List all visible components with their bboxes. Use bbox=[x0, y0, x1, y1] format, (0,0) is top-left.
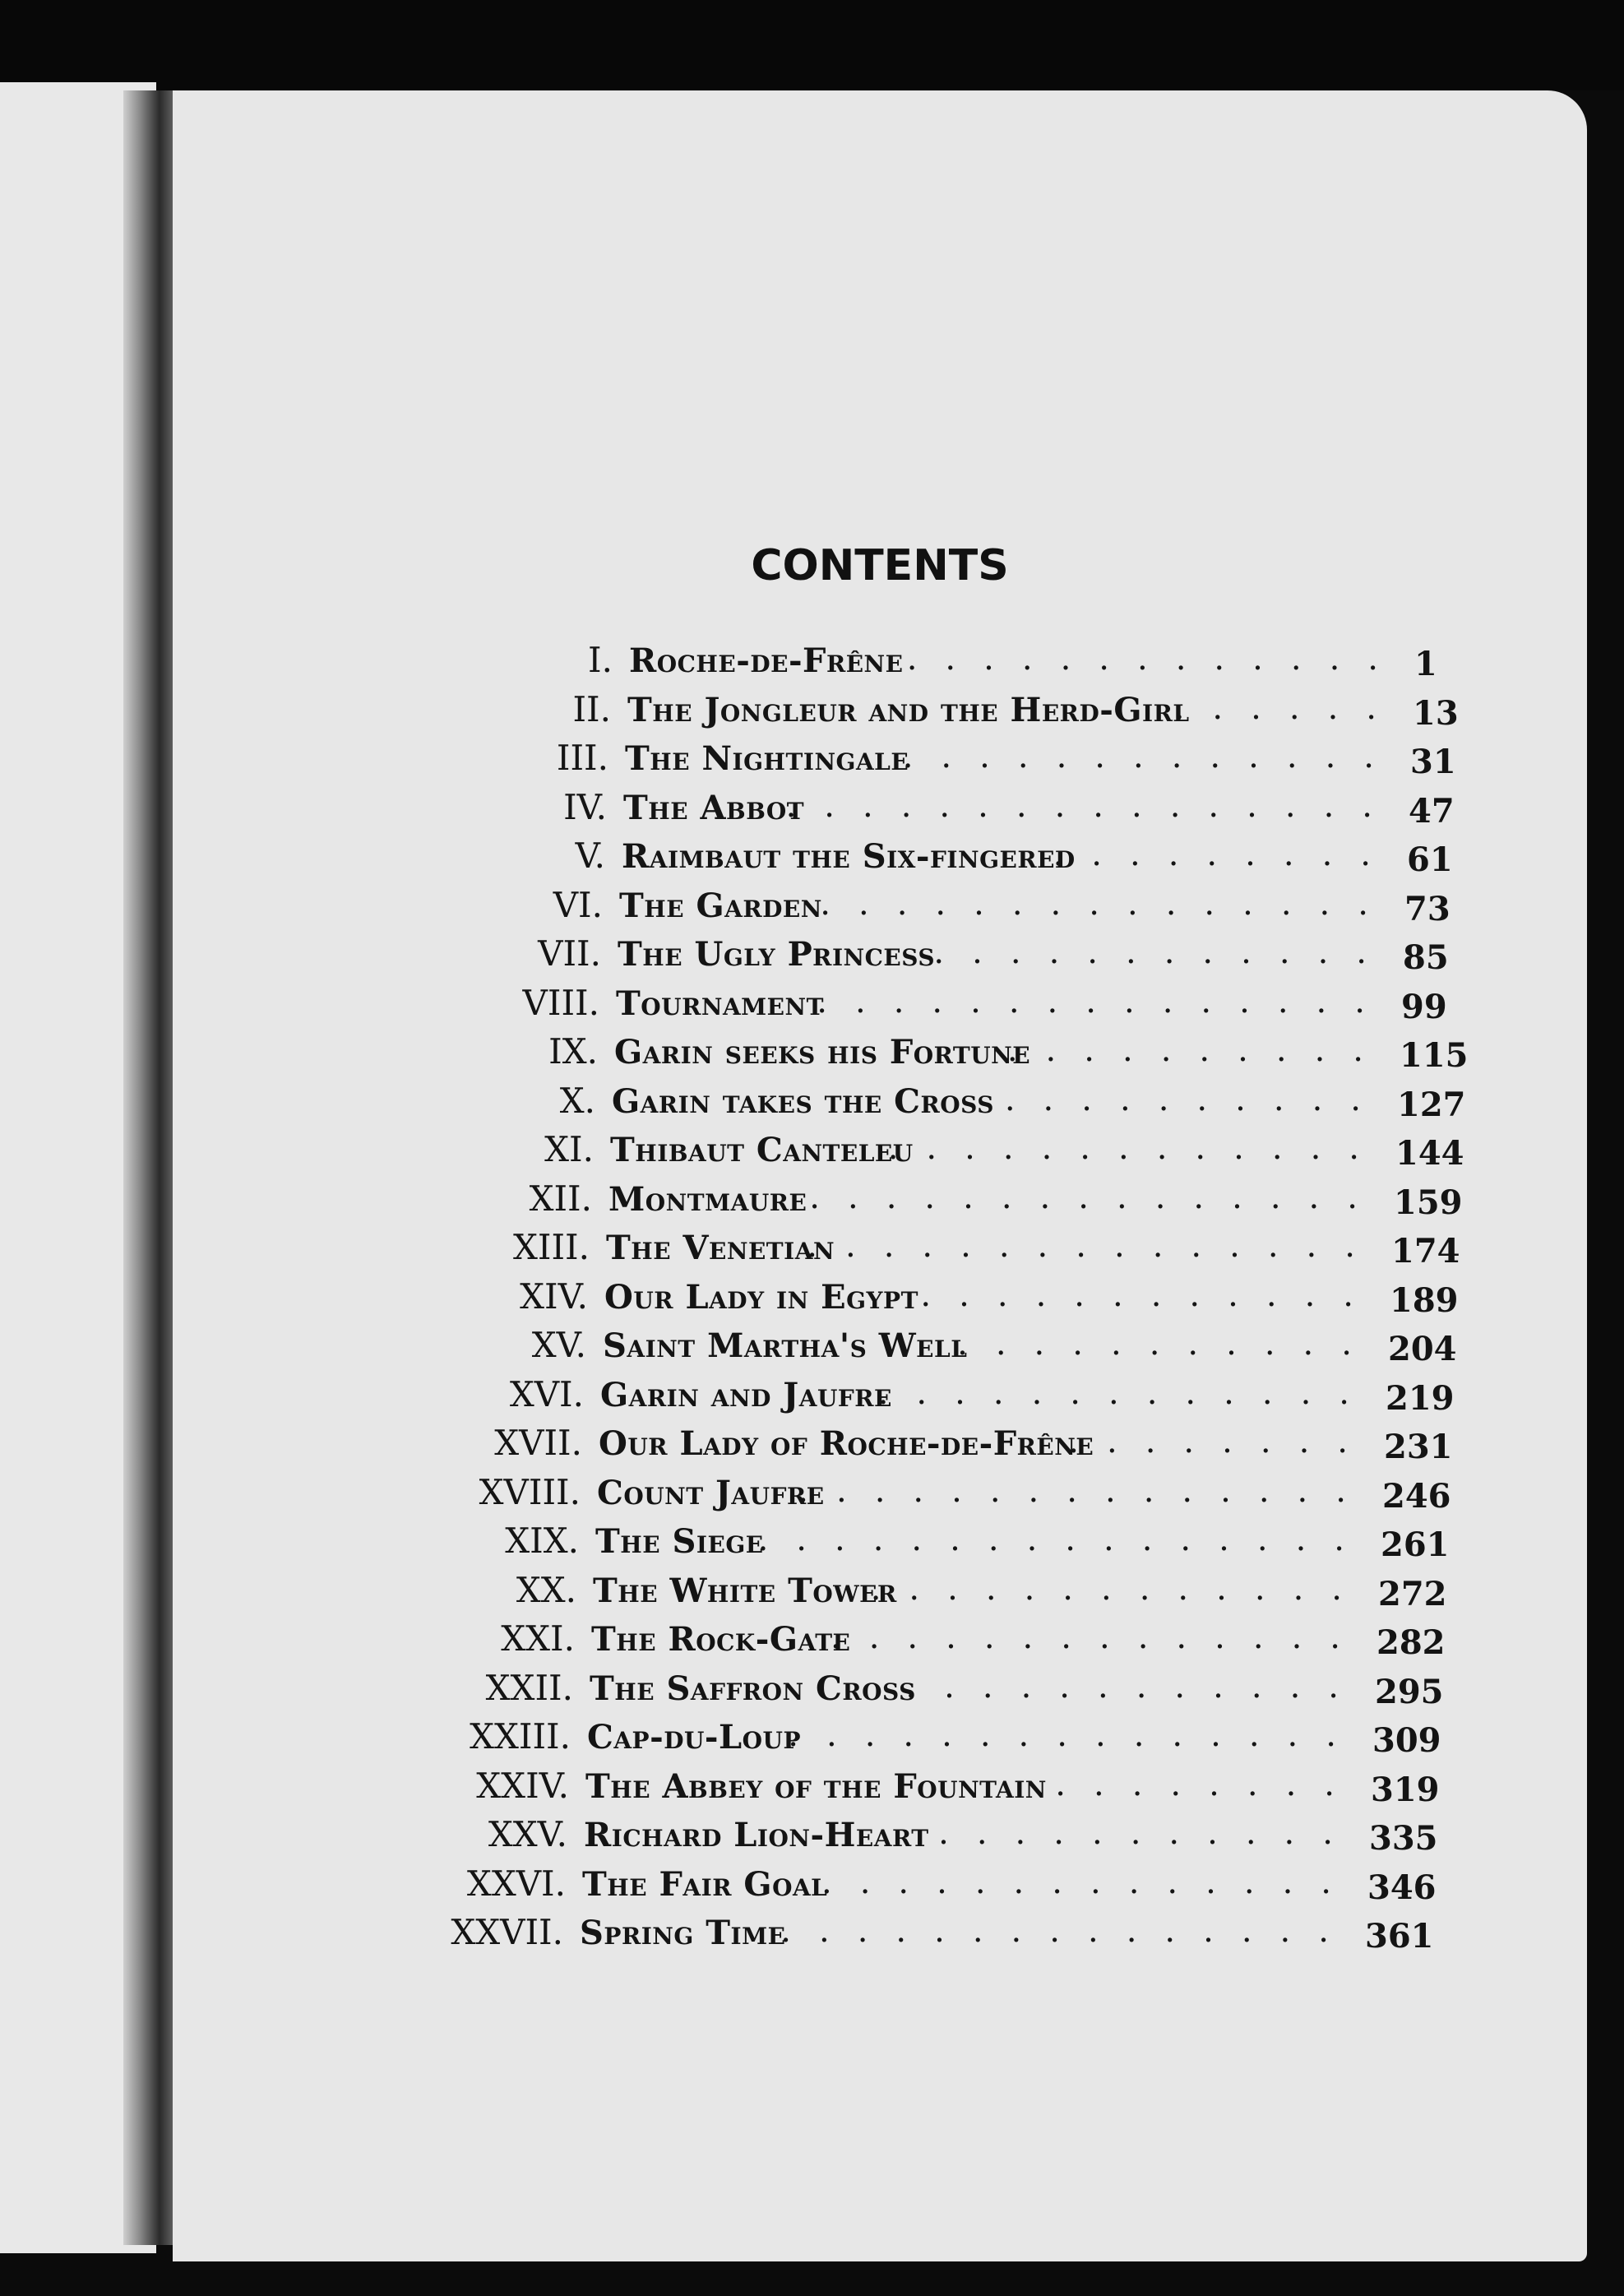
chapter-number: I. bbox=[588, 640, 613, 680]
chapter-number: XV. bbox=[531, 1325, 586, 1365]
leader-dots: ............ bbox=[933, 933, 1395, 971]
chapter-number: III. bbox=[556, 738, 608, 778]
chapter-number: VI. bbox=[553, 885, 603, 925]
chapter-page-number: 231 bbox=[1384, 1428, 1453, 1466]
chapter-title: Count Jaufre bbox=[597, 1474, 825, 1512]
chapter-page-number: 346 bbox=[1367, 1868, 1437, 1907]
chapter-page-number: 319 bbox=[1371, 1771, 1440, 1809]
toc-entry bbox=[155, 1081, 1570, 1128]
leader-dots: .......... bbox=[1006, 1031, 1391, 1069]
chapter-number: XII. bbox=[529, 1178, 592, 1219]
chapter-title: Our Lady in Egypt bbox=[604, 1278, 918, 1317]
chapter-page-number: 335 bbox=[1369, 1819, 1438, 1858]
leader-dots: ...... bbox=[1173, 689, 1404, 727]
chapter-number: XI. bbox=[544, 1129, 594, 1169]
chapter-number: IV. bbox=[563, 787, 607, 827]
toc-entry bbox=[167, 787, 1581, 835]
chapter-number: XIX. bbox=[505, 1521, 579, 1561]
chapter-title: Garin takes the Cross bbox=[612, 1082, 995, 1121]
chapter-title: Spring Time bbox=[580, 1914, 786, 1952]
chapter-page-number: 282 bbox=[1376, 1623, 1446, 1662]
chapter-number: XIV. bbox=[520, 1276, 588, 1317]
chapter-title: The Abbot bbox=[623, 789, 805, 827]
leader-dots: ............... bbox=[798, 1472, 1374, 1510]
chapter-title: The Abbey of the Fountain bbox=[585, 1767, 1047, 1806]
toc-entry bbox=[163, 885, 1577, 933]
chapter-page-number: 115 bbox=[1400, 1036, 1469, 1075]
chapter-number: VIII. bbox=[522, 983, 599, 1023]
leader-dots: .............. bbox=[821, 1863, 1359, 1901]
contents-page bbox=[173, 90, 1587, 2261]
scan-border bbox=[0, 0, 1624, 90]
toc-entry bbox=[133, 1668, 1548, 1715]
chapter-page-number: 361 bbox=[1365, 1917, 1434, 1956]
toc-entry bbox=[148, 1276, 1562, 1324]
toc-entry bbox=[136, 1570, 1551, 1618]
toc-entry bbox=[142, 1423, 1557, 1470]
toc-entry bbox=[173, 640, 1587, 687]
leader-dots: ......... bbox=[1053, 836, 1399, 873]
leader-dots: ............... bbox=[780, 1912, 1357, 1950]
chapter-page-number: 127 bbox=[1397, 1086, 1466, 1124]
chapter-number: XVIII. bbox=[479, 1472, 581, 1512]
chapter-title: Tournament bbox=[616, 984, 824, 1023]
leader-dots: ............. bbox=[877, 1374, 1377, 1412]
leader-dots: .............. bbox=[830, 1618, 1368, 1656]
chapter-number: XVI. bbox=[509, 1374, 584, 1414]
chapter-title: Richard Lion-Heart bbox=[584, 1816, 929, 1854]
chapter-title: The Jongleur and the Herd-Girl bbox=[627, 691, 1190, 729]
chapter-page-number: 144 bbox=[1395, 1134, 1464, 1173]
chapter-page-number: 99 bbox=[1401, 988, 1447, 1026]
leader-dots: ............ bbox=[920, 1276, 1381, 1314]
toc-entry bbox=[160, 983, 1574, 1030]
leader-dots: ............. bbox=[870, 1570, 1370, 1608]
chapter-number: II. bbox=[572, 689, 611, 729]
leader-dots: .......... bbox=[1004, 1081, 1389, 1118]
chapter-title: The Venetian bbox=[606, 1229, 835, 1267]
chapter-number: XIII. bbox=[512, 1227, 590, 1267]
chapter-title: The Nightingale bbox=[625, 739, 909, 778]
chapter-title: Raimbaut the Six-fingered bbox=[622, 837, 1076, 876]
toc-entry bbox=[141, 1472, 1555, 1520]
chapter-title: Saint Martha's Well bbox=[603, 1326, 968, 1365]
toc-entry bbox=[131, 1716, 1545, 1764]
chapter-title: Our Lady of Roche-de-Frêne bbox=[599, 1424, 1094, 1463]
chapter-page-number: 219 bbox=[1386, 1379, 1455, 1418]
chapter-page-number: 246 bbox=[1382, 1477, 1451, 1516]
page-title: CONTENTS bbox=[751, 541, 1009, 590]
chapter-title: Montmaure bbox=[608, 1180, 807, 1219]
chapter-title: Garin and Jaufre bbox=[600, 1376, 892, 1414]
chapter-title: The Ugly Princess bbox=[618, 935, 936, 974]
leader-dots: ........ bbox=[1068, 1423, 1376, 1460]
toc-entry bbox=[146, 1325, 1561, 1373]
toc-entry bbox=[154, 1129, 1568, 1177]
chapter-page-number: 73 bbox=[1404, 890, 1450, 928]
chapter-title: Thibaut Canteleu bbox=[610, 1131, 914, 1169]
chapter-title: The Fair Goal bbox=[582, 1865, 828, 1904]
chapter-page-number: 13 bbox=[1413, 694, 1459, 733]
chapter-page-number: 61 bbox=[1407, 840, 1453, 879]
chapter-title: The Garden bbox=[619, 886, 822, 925]
toc-entry bbox=[171, 689, 1585, 737]
chapter-title: The Rock-Gate bbox=[591, 1620, 851, 1659]
chapter-number: XX. bbox=[516, 1570, 576, 1610]
chapter-number: XXV. bbox=[488, 1814, 567, 1854]
leader-dots: ........ bbox=[1055, 1766, 1363, 1803]
chapter-page-number: 272 bbox=[1378, 1575, 1447, 1613]
chapter-number: XXI. bbox=[501, 1618, 575, 1659]
chapter-number: XXII. bbox=[485, 1668, 573, 1708]
chapter-page-number: 204 bbox=[1388, 1330, 1457, 1368]
leader-dots: ........... bbox=[938, 1814, 1361, 1852]
chapter-page-number: 261 bbox=[1381, 1525, 1450, 1564]
chapter-title: Garin seeks his Fortune bbox=[614, 1033, 1031, 1072]
leader-dots: ............... bbox=[817, 983, 1393, 1021]
toc-entry bbox=[152, 1178, 1566, 1226]
leader-dots: ............... bbox=[807, 1227, 1383, 1265]
toc-entry bbox=[150, 1227, 1564, 1275]
chapter-number: V. bbox=[575, 836, 605, 876]
leader-dots: ............... bbox=[788, 1716, 1364, 1754]
toc-entry bbox=[127, 1814, 1542, 1862]
toc-entry bbox=[126, 1863, 1540, 1911]
chapter-number: XXIII. bbox=[470, 1716, 571, 1757]
leader-dots: ............... bbox=[820, 885, 1396, 923]
toc-entry bbox=[158, 1031, 1572, 1079]
leader-dots: ............... bbox=[809, 1178, 1386, 1216]
chapter-number: X. bbox=[559, 1081, 595, 1121]
chapter-number: XXVII. bbox=[451, 1912, 563, 1952]
toc-entry bbox=[169, 738, 1583, 785]
chapter-page-number: 85 bbox=[1403, 938, 1449, 977]
toc-entry bbox=[139, 1521, 1553, 1568]
toc-entry bbox=[165, 836, 1580, 883]
chapter-title: The Siege bbox=[595, 1522, 764, 1561]
leader-dots: ................ bbox=[785, 787, 1400, 825]
chapter-title: Cap-du-Loup bbox=[587, 1718, 802, 1757]
chapter-number: VII. bbox=[538, 933, 601, 974]
chapter-page-number: 295 bbox=[1375, 1673, 1444, 1711]
toc-entry bbox=[161, 933, 1575, 981]
chapter-page-number: 309 bbox=[1372, 1721, 1441, 1760]
toc-entry bbox=[135, 1618, 1549, 1666]
leader-dots: ............. bbox=[902, 738, 1402, 775]
chapter-page-number: 159 bbox=[1394, 1183, 1463, 1222]
toc-entry bbox=[123, 1912, 1538, 1960]
chapter-title: The White Tower bbox=[593, 1572, 897, 1610]
chapter-page-number: 189 bbox=[1390, 1281, 1459, 1320]
leader-dots: ................ bbox=[757, 1521, 1372, 1558]
leader-dots: ............ bbox=[905, 1668, 1367, 1706]
chapter-page-number: 1 bbox=[1414, 645, 1437, 683]
chapter-page-number: 31 bbox=[1410, 743, 1456, 781]
chapter-number: XXIV. bbox=[476, 1766, 569, 1806]
leader-dots: ............. bbox=[906, 640, 1406, 678]
chapter-title: The Saffron Cross bbox=[590, 1669, 916, 1708]
chapter-number: XXVI. bbox=[466, 1863, 566, 1904]
chapter-page-number: 174 bbox=[1391, 1232, 1460, 1271]
leader-dots: ............. bbox=[887, 1129, 1387, 1167]
toc-entry bbox=[129, 1766, 1543, 1813]
toc-entry bbox=[144, 1374, 1558, 1422]
leader-dots: ........... bbox=[957, 1325, 1380, 1363]
chapter-number: XVII. bbox=[494, 1423, 582, 1463]
chapter-title: Roche-de-Frêne bbox=[629, 641, 904, 680]
chapter-page-number: 47 bbox=[1409, 792, 1455, 831]
chapter-number: IX. bbox=[548, 1031, 598, 1072]
